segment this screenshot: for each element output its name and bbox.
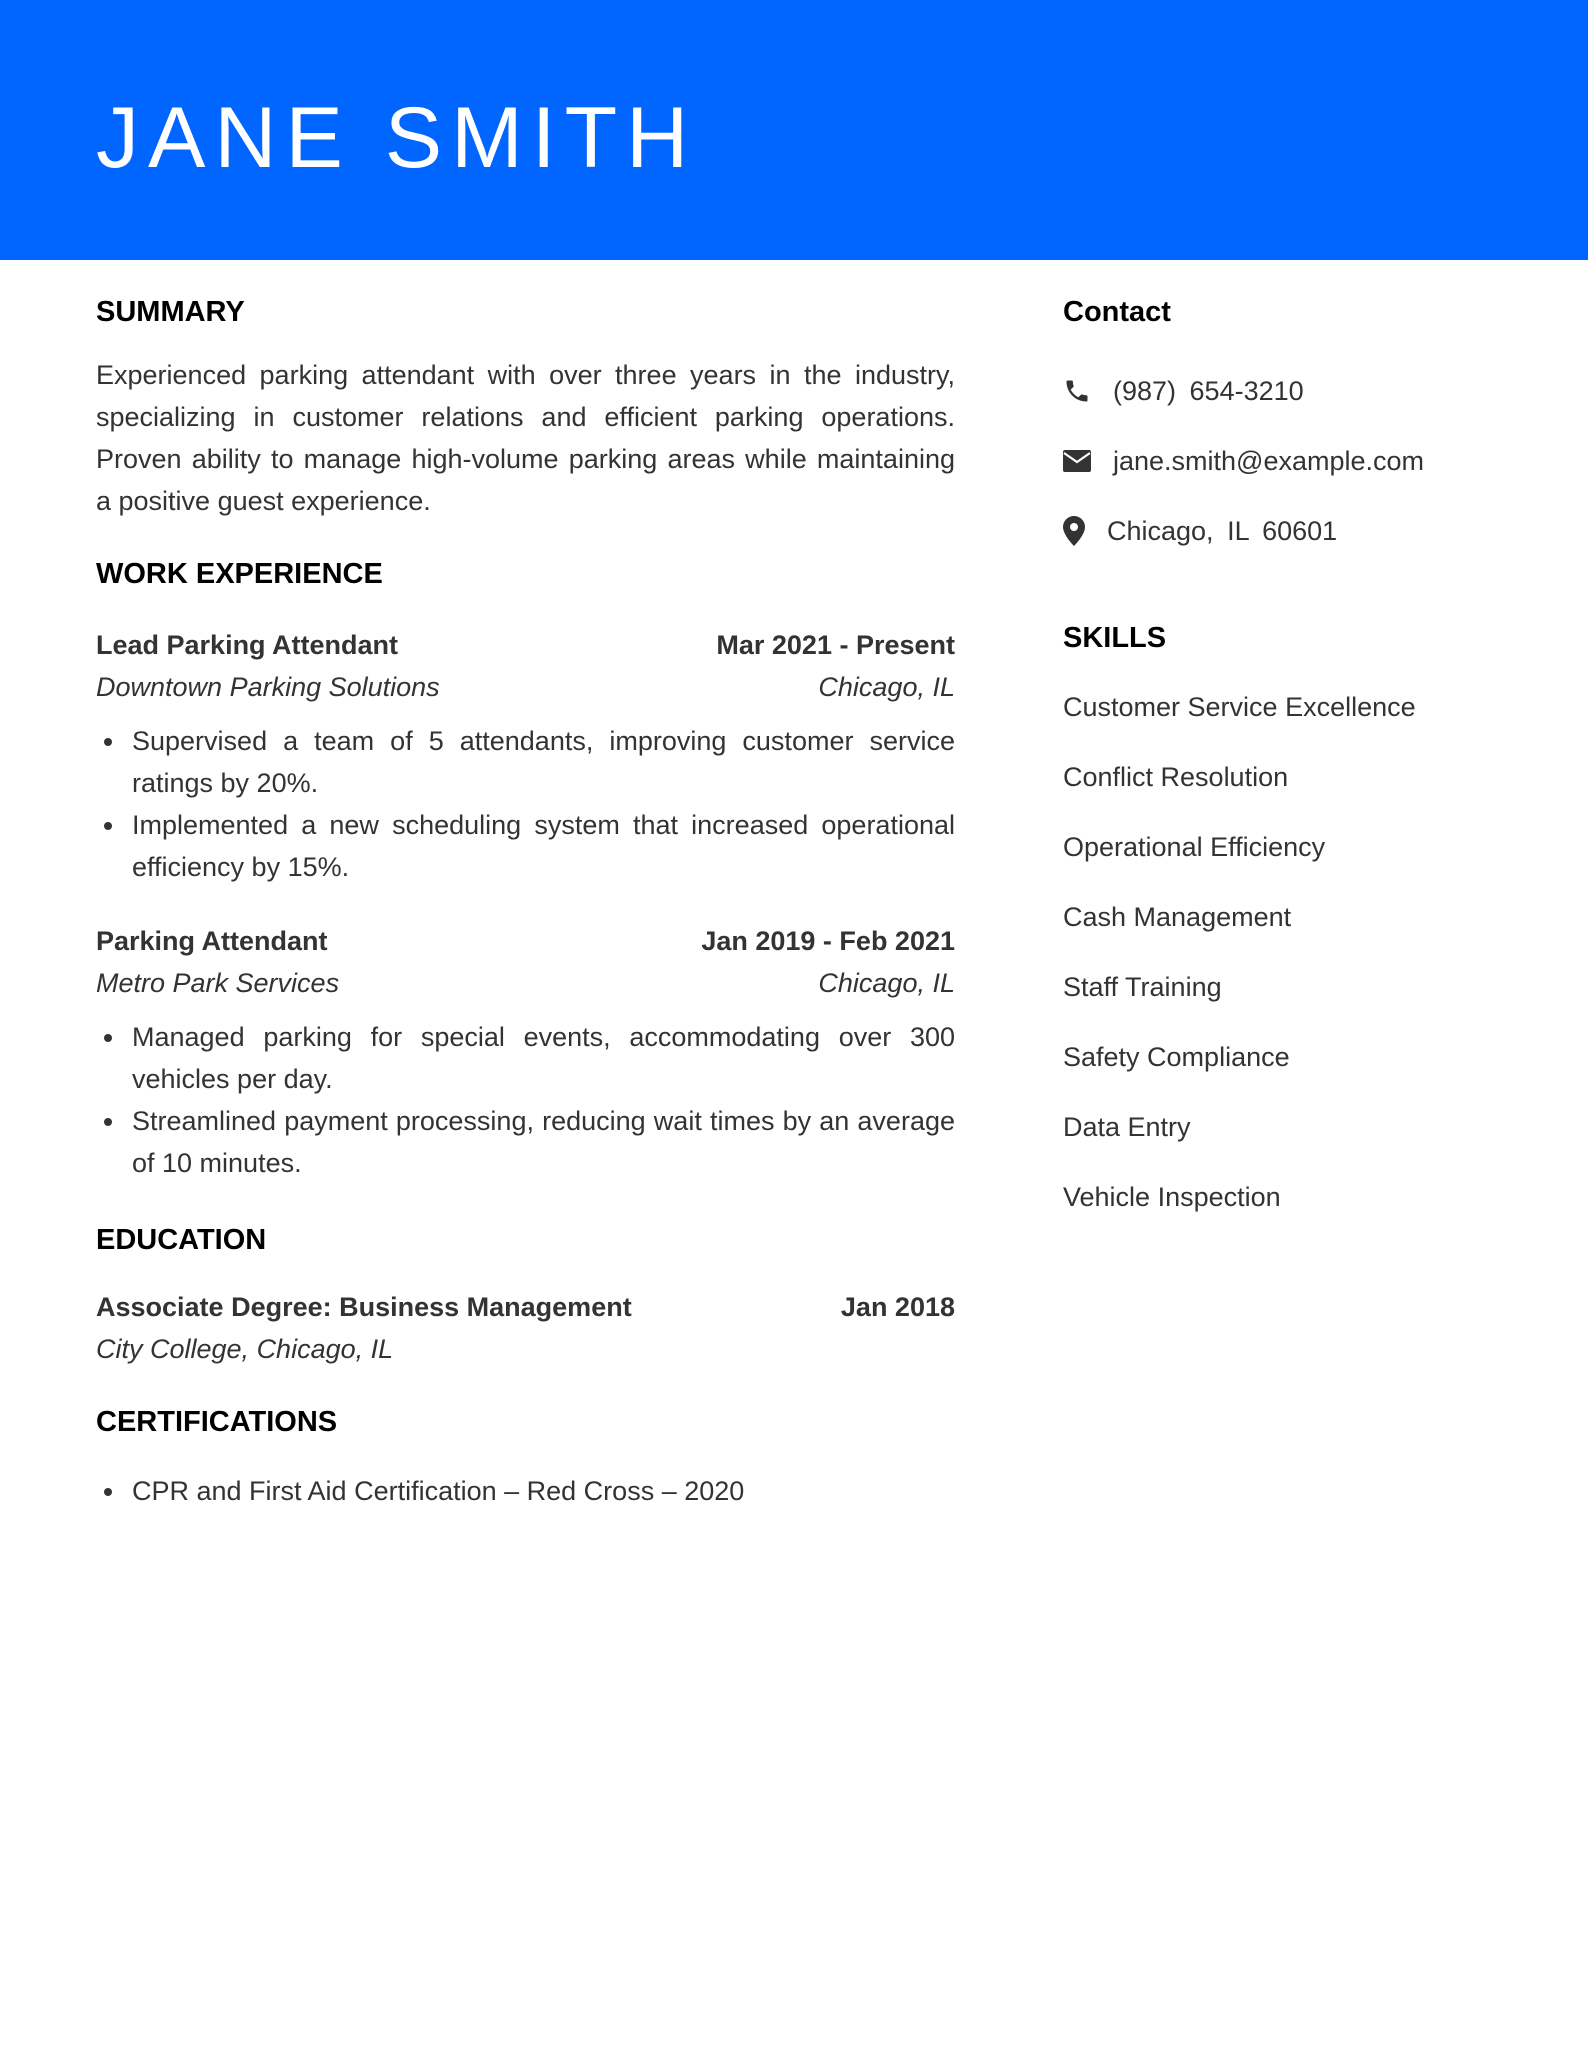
job-company: Metro Park Services [96,968,340,998]
contact-heading: Contact [1063,296,1171,328]
candidate-name: JANE SMITH [96,90,698,186]
skill-item: Safety Compliance [1063,1042,1290,1072]
certifications-heading: CERTIFICATIONS [96,1406,338,1438]
skill-item: Data Entry [1063,1112,1191,1142]
skill-item: Vehicle Inspection [1063,1182,1281,1212]
job-company: Downtown Parking Solutions [96,672,440,702]
sidebar-column [1063,290,1523,1232]
work-experience-section [96,552,955,1184]
job-bullets [96,1016,955,1184]
job-entry [96,920,955,1184]
job-location: Chicago, IL [818,672,955,702]
job-bullet: Streamlined payment processing, reducing wait times by an average of 10 minutes. [96,1100,955,1184]
summary-text: Experienced parking attendant with over three years in the industry, specializing in customer relations and efficient parking operations. Proven ability to manage high-volume parking areas while maintaining a positive guest experience. [96,360,955,516]
skills-heading: SKILLS [1063,622,1167,654]
job-title: Parking Attendant [96,926,328,956]
job-location: Chicago, IL [818,968,955,998]
job-bullet: Supervised a team of 5 attendants, improving customer service ratings by 20%. [96,720,955,804]
map-pin-icon [1063,513,1093,549]
skill-item: Customer Service Excellence [1063,692,1416,722]
education-section [96,1218,955,1370]
job-dates: Jan 2019 - Feb 2021 [701,926,955,956]
skill-item: Staff Training [1063,972,1222,1002]
skill-item: Cash Management [1063,902,1292,932]
certifications-section [96,1400,955,1512]
work-experience-heading: WORK EXPERIENCE [96,558,383,590]
summary-section [96,290,955,522]
skill-item: Operational Efficiency [1063,832,1326,862]
job-bullet: Implemented a new scheduling system that increased operational efficiency by 15%. [96,804,955,888]
main-column [96,290,955,1512]
contact-phone [1063,356,1523,426]
skills-section [1063,616,1523,1232]
contact-section [1063,290,1523,566]
degree-date: Jan 2018 [840,1292,955,1322]
education-heading: EDUCATION [96,1224,267,1256]
contact-location [1063,496,1523,566]
certification-item: CPR and First Aid Certification – Red Cross – 2020 [96,1470,955,1512]
job-bullets [96,720,955,888]
job-entry [96,624,955,888]
email-text: jane.smith@example.com [1113,445,1425,476]
job-bullet: Managed parking for special events, accommodating over 300 vehicles per day. [96,1016,955,1100]
phone-icon [1063,373,1099,409]
summary-heading: SUMMARY [96,296,245,328]
envelope-icon [1063,443,1099,479]
job-dates: Mar 2021 - Present [716,630,955,660]
phone-text: (987) 654-3210 [1113,375,1304,406]
school-name: City College, Chicago, IL [96,1334,394,1364]
job-title: Lead Parking Attendant [96,630,399,660]
location-text: Chicago, IL 60601 [1107,515,1338,546]
header-banner [0,0,1588,260]
skill-item: Conflict Resolution [1063,762,1289,792]
certifications-list [96,1470,955,1512]
contact-email [1063,426,1523,496]
degree-title: Associate Degree: Business Management [96,1292,632,1322]
skills-list [1063,672,1523,1232]
